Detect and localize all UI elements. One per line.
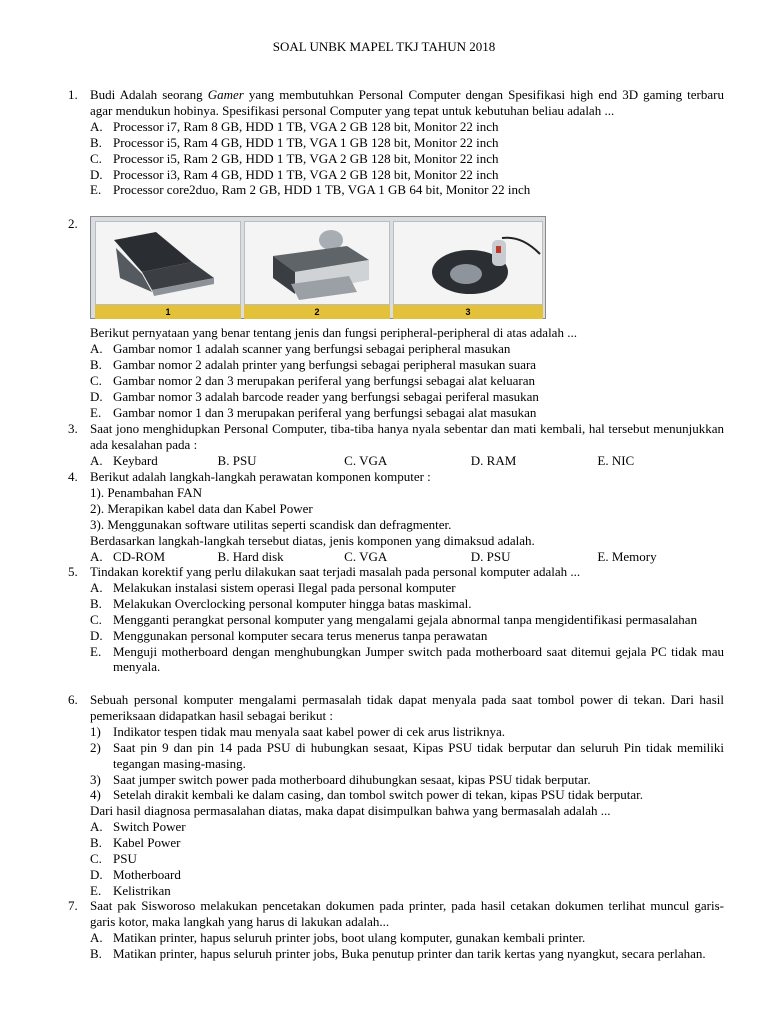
option-c: C. PSU	[90, 851, 137, 867]
option-e: E. Menguji motherboard dengan menghubungkan Jumper switch pada motherboard saat ditemui gejala PC tidak mau menyala.	[90, 643, 724, 675]
question-text: Saat jono menghidupkan Personal Computer, tiba-tiba hanya nyala sebentar dan mati kembali, hal tersebut menunjukkan ada kesalahan pada :	[90, 421, 724, 452]
question-number: 5.	[68, 564, 78, 579]
question-6	[68, 692, 724, 899]
option-d: D. RAM	[470, 452, 517, 468]
finding-2: 2) Saat pin 9 dan pin 14 pada PSU di hubungkan sesaat, Kipas PSU tidak berputar dan seluruh Pin tidak memiliki tegangan masing-masing.	[90, 739, 724, 771]
printer-image	[245, 222, 389, 304]
question-2	[68, 325, 724, 420]
finding-1: 1) Indikator tespen tidak mau menyala saat kabel power di cek arus listriknya.	[90, 723, 506, 739]
option-a: A. Keybard	[90, 452, 158, 468]
question-prompt: Dari hasil diagnosa permasalahan diatas, maka dapat disimpulkan bahwa yang bermasalah adalah ...	[90, 803, 611, 819]
question-text: Tindakan korektif yang perlu dilakukan saat terjadi masalah pada personal komputer adalah ...	[90, 564, 581, 579]
figure-label-3: 3	[393, 305, 543, 319]
step-2: 2). Merapikan kabel data dan Kabel Power	[90, 500, 313, 516]
option-e: E. Memory	[597, 548, 657, 564]
options-row	[90, 549, 724, 565]
option-b: B. Gambar nomor 2 adalah printer yang berfungsi sebagai peripheral masukan suara	[90, 356, 537, 372]
option-b: B. Kabel Power	[90, 835, 181, 851]
option-b: B. Matikan printer, hapus seluruh printer jobs, Buka penutup printer dan tarik kertas yang nyangkut, secara perlahan.	[90, 945, 706, 961]
finding-4: 4) Setelah dirakit kembali ke dalam casing, dan tombol switch power di tekan, kipas PSU tidak berputar.	[90, 787, 643, 803]
fingerprint-reader-image	[394, 222, 542, 304]
question-text: Berikut adalah langkah-langkah perawatan komponen komputer :	[90, 469, 431, 484]
document-title: SOAL UNBK MAPEL TKJ TAHUN 2018	[272, 39, 496, 54]
option-d: D. Menggunakan personal komputer secara terus menerus tanpa perawatan	[90, 627, 488, 643]
scanner-image	[96, 222, 240, 304]
option-c: C. VGA	[344, 548, 388, 564]
gamer-word: Gamer	[207, 87, 244, 102]
question-number: 6.	[68, 692, 78, 707]
step-3: 3). Menggunakan software utilitas seperti scandisk dan defragmenter.	[90, 516, 452, 532]
option-d: D. Processor i3, Ram 4 GB, HDD 1 TB, VGA 2 GB 128 bit, Monitor 22 inch	[90, 166, 499, 182]
option-d: D. Motherboard	[90, 866, 181, 882]
finding-3: 3) Saat jumper switch power pada motherboard dihubungkan sesaat, kipas PSU tidak berputar.	[90, 771, 591, 787]
question-7	[68, 898, 724, 962]
option-c: C. Gambar nomor 2 dan 3 merupakan periferal yang berfungsi sebagai alat keluaran	[90, 372, 535, 388]
option-d: D. Gambar nomor 3 adalah barcode reader yang berfungsi sebagai periferal masukan	[90, 388, 539, 404]
option-c: C. Processor i5, Ram 2 GB, HDD 1 TB, VGA 2 GB 128 bit, Monitor 22 inch	[90, 150, 499, 166]
fingerprint-reader-panel	[393, 221, 543, 305]
option-b: B. Hard disk	[217, 548, 284, 564]
question-number: 1.	[68, 87, 78, 102]
option-a: A. Melakukan instalasi sistem operasi Ilegal pada personal komputer	[90, 579, 456, 595]
figure-label-1: 1	[95, 305, 241, 319]
question-1	[68, 87, 724, 198]
option-a: A. Matikan printer, hapus seluruh printer jobs, boot ulang komputer, gunakan kembali printer.	[90, 929, 586, 945]
peripherals-figure	[90, 216, 546, 319]
option-c: C. Mengganti perangkat personal komputer yang mengalami gejala abnormal tanpa mengidentifikasi permasalahan	[90, 611, 698, 627]
question-number: 3.	[68, 421, 78, 436]
step-1: 1). Penambahan FAN	[90, 484, 203, 500]
question-prompt: Berdasarkan langkah-langkah tersebut diatas, jenis komponen yang dimaksud adalah.	[90, 532, 535, 548]
option-e: E. Gambar nomor 1 dan 3 merupakan periferal yang berfungsi sebagai alat masukan	[90, 404, 537, 420]
option-b: B. Melakukan Overclocking personal komputer hingga batas maskimal.	[90, 595, 472, 611]
figure-label-2: 2	[244, 305, 390, 319]
option-a: A. Gambar nomor 1 adalah scanner yang berfungsi sebagai peripheral masukan	[90, 340, 511, 356]
option-c: C. VGA	[344, 452, 388, 468]
question-3	[68, 421, 724, 469]
question-number: 4.	[68, 469, 78, 484]
question-text: Berikut pernyataan yang benar tentang jenis dan fungsi peripheral-peripheral di atas adalah ...	[90, 325, 577, 340]
question-text: Saat pak Sisworoso melakukan pencetakan dokumen pada printer, pada hasil cetakan dokumen terlihat muncul garis-garis kotor, maka langkah yang harus di lakukan adalah...	[90, 898, 724, 929]
options-row	[90, 453, 724, 469]
option-e: E. Processor core2duo, Ram 2 GB, HDD 1 TB, VGA 1 GB 64 bit, Monitor 22 inch	[90, 182, 531, 198]
scanner-panel	[95, 221, 241, 305]
option-e: E. NIC	[597, 452, 635, 468]
question-number: 7.	[68, 898, 78, 913]
option-b: B. Processor i5, Ram 4 GB, HDD 1 TB, VGA 1 GB 128 bit, Monitor 22 inch	[90, 134, 499, 150]
option-d: D. PSU	[470, 548, 511, 564]
question-5	[68, 564, 724, 675]
option-a: A. Switch Power	[90, 819, 186, 835]
option-b: B. PSU	[217, 452, 257, 468]
question-text: Budi Adalah seorang Gamer yang membutuhkan Personal Computer dengan Spesifikasi high end 3D gaming terbaru agar mendukun hobinya. Spesifikasi personal Computer yang tepat untuk kebutuhan beliau adalah ...	[90, 87, 724, 118]
option-a: A. Processor i7, Ram 8 GB, HDD 1 TB, VGA 2 GB 128 bit, Monitor 22 inch	[90, 118, 499, 134]
question-number: 2.	[68, 216, 78, 231]
question-4	[68, 469, 724, 564]
option-e: E. Kelistrikan	[90, 882, 171, 898]
question-text: Sebuah personal komputer mengalami permasalah tidak dapat menyala pada saat tombol power di tekan. Dari hasil pemeriksaan didapatkan hasil sebagai berikut :	[90, 692, 724, 723]
option-a: A. CD-ROM	[90, 548, 166, 564]
printer-panel	[244, 221, 390, 305]
